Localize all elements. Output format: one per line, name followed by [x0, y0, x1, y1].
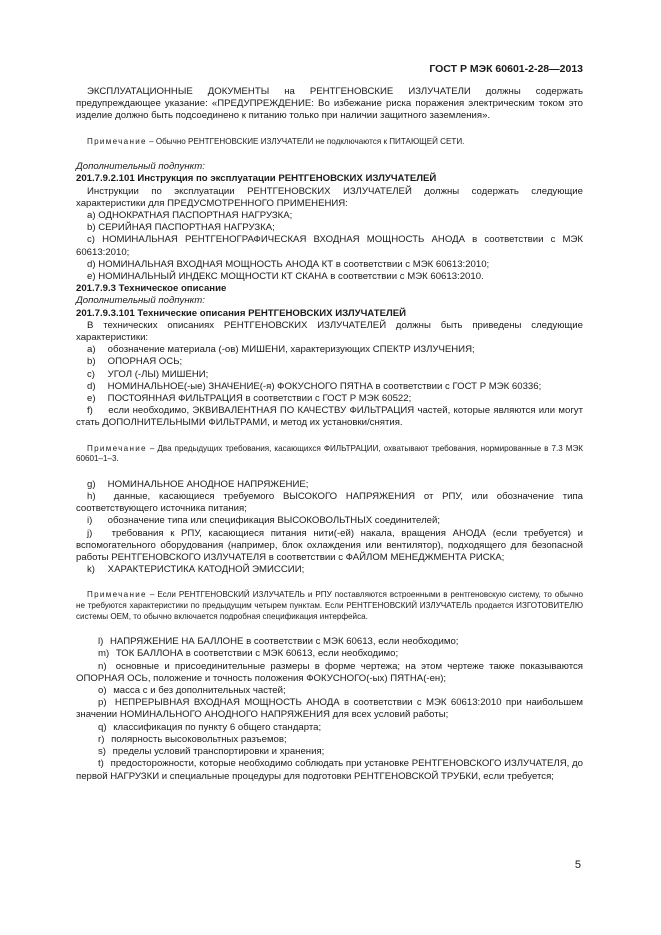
list-item [76, 515, 583, 527]
list-item: d) НОМИНАЛЬНАЯ ВХОДНАЯ МОЩНОСТЬ АНОДА КТ в соответствии с МЭК 60613:2010; [87, 258, 490, 270]
list-text: обозначение типа или спецификация ВЫСОКОВОЛЬТНЫХ соединителей; [107, 515, 441, 527]
list-text: предосторожности, которые необходимо соблюдать при установке РЕНТГЕНОВСКОГО ИЗЛУЧАТЕЛЯ, до первой НАГРУЗКИ и специальные процедуры для подготовки РЕНТГЕНОВСКОЙ ТРУБКИ, если требуется; [76, 758, 583, 782]
list-item: c) НОМИНАЛЬНАЯ РЕНТГЕНОГРАФИЧЕСКАЯ ВХОДНАЯ МОЩНОСТЬ АНОДА в соответствии с МЭК 60613:2010; [76, 234, 583, 258]
list-text: данные, касающиеся требуемого ВЫСОКОГО НАПРЯЖЕНИЯ от РПУ, или обозначение типа соответствующего источника питания; [76, 491, 583, 515]
list-text: НОМИНАЛЬНОЕ(-ые) ЗНАЧЕНИЕ(-я) ФОКУСНОГО ПЯТНА в соответствии с ГОСТ Р МЭК 60336; [107, 380, 542, 392]
document-header: ГОСТ Р МЭК 60601-2-28—2013 [429, 63, 583, 75]
list-text: основные и присоединительные размеры в форме чертежа; на этом чертеже также показываются ОПОРНАЯ ОСЬ, положение и точность положения ФОКУСНОГО(-ых) ПЯТНА(-ен); [76, 660, 583, 684]
list-text: УГОЛ (-ЛЫ) МИШЕНИ; [107, 368, 209, 380]
list-marker: o) [98, 685, 107, 697]
list-item: b) СЕРИЙНАЯ ПАСПОРТНАЯ НАГРУЗКА; [87, 222, 275, 234]
subclause-lead: Инструкции по эксплуатации РЕНТГЕНОВСКИХ ИЗЛУЧАТЕЛЕЙ должны содержать следующие характеристики для ПРЕДУСМОТРЕННОГО ПРИМЕНЕНИЯ: [76, 185, 583, 209]
section-title: 201.7.9.3 Техническое описание [76, 283, 227, 295]
list-item [76, 369, 583, 381]
note-text: – Два предыдущих требования, касающихся ФИЛЬТРАЦИИ, охватывают требования, нормированные в 7.3 МЭК 60601–1–3. [76, 443, 583, 464]
list-item [76, 697, 583, 721]
list-text: классификация по пункту 6 общего стандарта; [113, 721, 322, 733]
list-marker: f) [87, 405, 93, 417]
list-marker: d) [87, 380, 96, 392]
list-marker: h) [87, 491, 96, 503]
list-item [76, 648, 583, 660]
list-marker: g) [87, 478, 96, 490]
intro-paragraph: ЭКСПЛУАТАЦИОННЫЕ ДОКУМЕНТЫ на РЕНТГЕНОВСКИЕ ИЗЛУЧАТЕЛИ должны содержать предупреждающее указание: «ПРЕДУПРЕЖДЕНИЕ: Во избежание риска поражения электрическим током это изделие должно быть подсоединено к питанию только при наличии защитного заземления». [76, 86, 583, 122]
note-3 [76, 590, 583, 622]
list-marker: a) [87, 344, 96, 356]
list-item [76, 356, 583, 368]
list-a-f [76, 344, 583, 429]
list-text: ТОК БАЛЛОНА в соответствии с МЭК 60613, если необходимо; [115, 648, 399, 660]
list-marker: r) [98, 733, 105, 745]
note-1 [76, 137, 583, 148]
subclause-label: Дополнительный подпункт: [76, 161, 205, 173]
list-item [76, 393, 583, 405]
list-text: ПОСТОЯННАЯ ФИЛЬТРАЦИЯ в соответствии с ГОСТ Р МЭК 60522; [107, 393, 412, 405]
list-item [76, 564, 583, 576]
list-text: требования к РПУ, касающиеся питания нити(-ей) накала, вращения АНОДА (если требуется) и вспомогательного оборудования (например, блок охлаждения или вентилятор), подходящего для безопасной работы РЕНТГЕНОВСКОГО ИЗЛУЧАТЕЛЯ в соответствии с ФАЙЛОМ МЕНЕДЖМЕНТА РИСКА; [76, 527, 583, 564]
note-label: Примечание [87, 443, 147, 453]
list-item: e) НОМИНАЛЬНЫЙ ИНДЕКС МОЩНОСТИ КТ СКАНА в соответствии с МЭК 60613:2010. [87, 271, 484, 283]
list-marker: l) [98, 636, 104, 648]
list-marker: k) [87, 564, 95, 576]
list-marker: t) [98, 758, 104, 770]
note-text: – Если РЕНТГЕНОВСКИЙ ИЗЛУЧАТЕЛЬ и РПУ поставляются встроенными в рентгеновскую систему, то обычно не требуются характеристики по предыдущим четырем пунктам. Если РЕНТГЕНОВСКИЙ ИЗЛУЧАТЕЛЬ продается ИЗГОТОВИТЕЛЮ системы ОЕМ, то обычно включается подробная спецификация интерфейса. [76, 590, 583, 621]
list-marker: i) [87, 515, 93, 527]
list-item [76, 528, 583, 565]
list-marker: q) [98, 721, 107, 733]
list-text: НЕПРЕРЫВНАЯ ВХОДНАЯ МОЩНОСТЬ АНОДА в соответствии с МЭК 60613:2010 при наибольшем значении НОМИНАЛЬНОГО АНОДНОГО НАПРЯЖЕНИЯ для всех условий работы; [76, 697, 583, 721]
list-text: ХАРАКТЕРИСТИКА КАТОДНОЙ ЭМИССИИ; [107, 564, 305, 576]
note-label: Примечание [87, 136, 147, 146]
list-a-e [76, 210, 583, 283]
list-g-k [76, 479, 583, 577]
list-text: полярность высоковольтных разъемов; [111, 733, 287, 745]
subclause-label: Дополнительный подпункт: [76, 295, 205, 307]
list-text: НАПРЯЖЕНИЕ НА БАЛЛОНЕ в соответствии с МЭК 60613, если необходимо; [110, 636, 459, 648]
list-marker: j) [87, 527, 93, 539]
note-text: – Обычно РЕНТГЕНОВСКИЕ ИЗЛУЧАТЕЛИ не подключаются к ПИТАЮЩЕЙ СЕТИ. [146, 136, 465, 146]
list-marker: p) [98, 697, 107, 709]
list-item [76, 491, 583, 515]
note-2 [76, 444, 583, 465]
list-item [76, 758, 583, 782]
list-item [76, 381, 583, 393]
document-body [76, 86, 583, 783]
list-marker: n) [98, 660, 107, 672]
subclause-title: 201.7.9.2.101 Инструкция по эксплуатации РЕНТГЕНОВСКИХ ИЗЛУЧАТЕЛЕЙ [76, 173, 437, 185]
list-marker: b) [87, 356, 96, 368]
page-number: 5 [574, 859, 581, 871]
list-marker: m) [98, 648, 110, 660]
list-text: пределы условий транспортировки и хранения; [112, 746, 325, 758]
list-item [76, 405, 583, 429]
list-marker: e) [87, 393, 96, 405]
subclause-lead: В технических описаниях РЕНТГЕНОВСКИХ ИЗЛУЧАТЕЛЕЙ должны быть приведены следующие характеристики: [76, 319, 583, 344]
list-item [76, 479, 583, 491]
list-item [76, 734, 583, 746]
subclause-title: 201.7.9.3.101 Технические описания РЕНТГЕНОВСКИХ ИЗЛУЧАТЕЛЕЙ [76, 307, 407, 319]
list-item [76, 685, 583, 697]
list-marker: c) [87, 368, 95, 380]
list-item [76, 722, 583, 734]
list-text: НОМИНАЛЬНОЕ АНОДНОЕ НАПРЯЖЕНИЕ; [107, 478, 309, 490]
list-l-t [76, 636, 583, 782]
list-text: обозначение материала (-ов) МИШЕНИ, характеризующих СПЕКТР ИЗЛУЧЕНИЯ; [107, 344, 475, 356]
list-item: a) ОДНОКРАТНАЯ ПАСПОРТНАЯ НАГРУЗКА; [87, 210, 293, 222]
list-marker: s) [98, 746, 106, 758]
note-label: Примечание [87, 590, 147, 600]
list-text: если необходимо, ЭКВИВАЛЕНТНАЯ ПО КАЧЕСТВУ ФИЛЬТРАЦИЯ частей, которые являются или могут стать ДОПОЛНИТЕЛЬНЫМИ ФИЛЬТРАМИ, и метод их установки/снятия. [76, 405, 584, 429]
list-item [76, 636, 583, 648]
list-text: масса с и без дополнительных частей; [113, 685, 286, 697]
list-item [76, 746, 583, 758]
list-item [76, 661, 583, 685]
list-text: ОПОРНАЯ ОСЬ; [107, 356, 183, 368]
list-item [76, 344, 583, 356]
